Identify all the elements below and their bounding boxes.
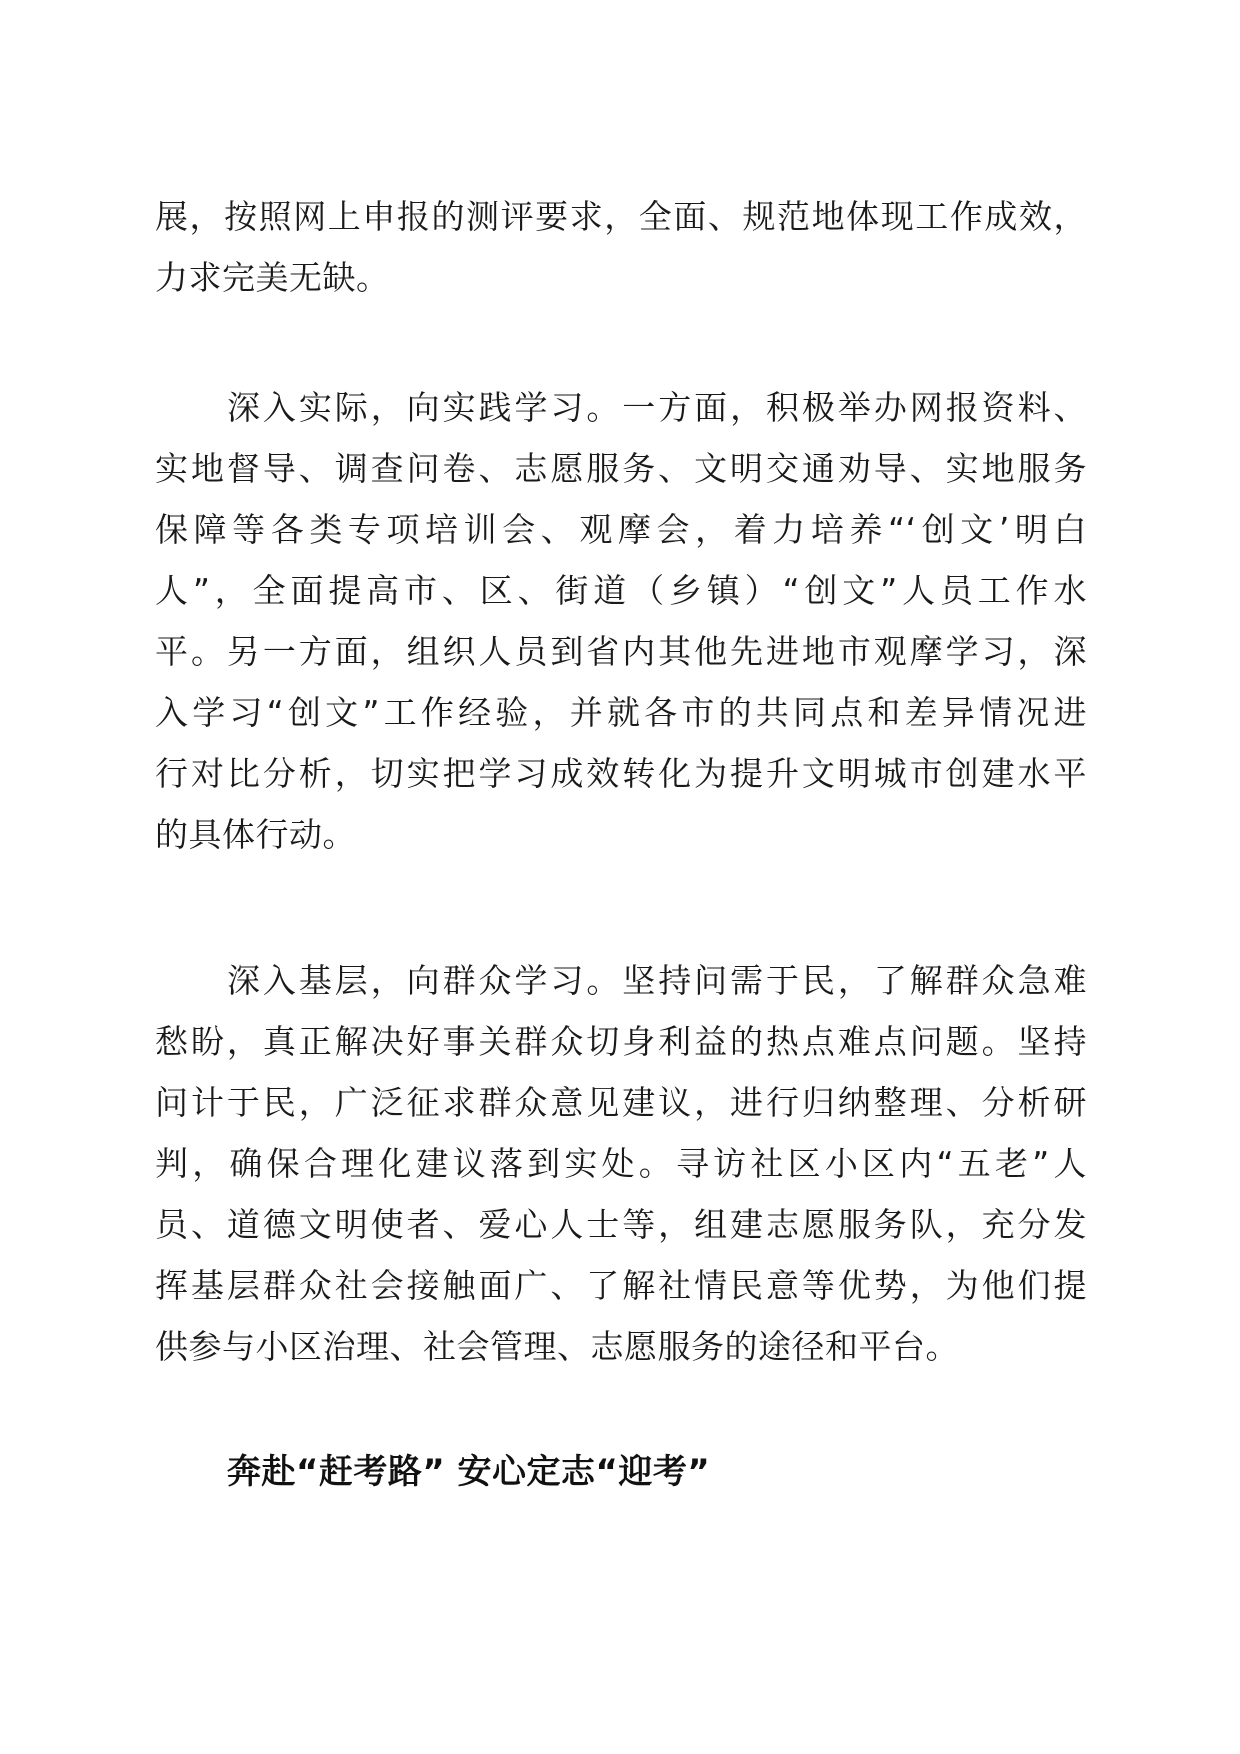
section-heading: 奔赴“赶考路” 安心定志“迎考”: [227, 1452, 711, 1492]
paragraph-learn-from-practice: [155, 377, 1087, 865]
paragraph-line: 挥基层群众社会接触面广、了解社情民意等优势，为他们提: [155, 1266, 1087, 1305]
paragraph-line: 人”，全面提高市、区、街道（乡镇）“创文”人员工作水: [155, 571, 1087, 610]
paragraph-line: 问计于民，广泛征求群众意见建议，进行归纳整理、分析研: [155, 1083, 1087, 1122]
paragraph-line: 判，确保合理化建议落到实处。寻访社区小区内“五老”人: [155, 1144, 1087, 1183]
paragraph-line: 员、道德文明使者、爱心人士等，组建志愿服务队，充分发: [155, 1205, 1087, 1244]
paragraph-line: 愁盼，真正解决好事关群众切身利益的热点难点问题。坚持: [155, 1022, 1087, 1061]
paragraph-learn-from-masses: [155, 950, 1087, 1377]
paragraph-line: 力求完美无缺。: [155, 258, 390, 297]
paragraph-line: 平。另一方面，组织人员到省内其他先进地市观摩学习，深: [155, 632, 1087, 671]
paragraph-line: 实地督导、调查问卷、志愿服务、文明交通劝导、实地服务: [155, 449, 1087, 488]
paragraph-line: 深入实际，向实践学习。一方面，积极举办网报资料、: [227, 388, 1087, 427]
paragraph-line: 深入基层，向群众学习。坚持问需于民，了解群众急难: [227, 961, 1087, 1000]
paragraph-line: 的具体行动。: [155, 815, 356, 854]
paragraph-line: 展，按照网上申报的测评要求，全面、规范地体现工作成效，: [155, 197, 1087, 236]
paragraph-continuation: [155, 186, 1087, 308]
paragraph-line: 供参与小区治理、社会管理、志愿服务的途径和平台。: [155, 1327, 959, 1366]
paragraph-line: 行对比分析，切实把学习成效转化为提升文明城市创建水平: [155, 754, 1087, 793]
paragraph-line: 保障等各类专项培训会、观摩会，着力培养“‘创文’明白: [155, 510, 1087, 549]
paragraph-line: 入学习“创文”工作经验，并就各市的共同点和差异情况进: [155, 693, 1087, 732]
